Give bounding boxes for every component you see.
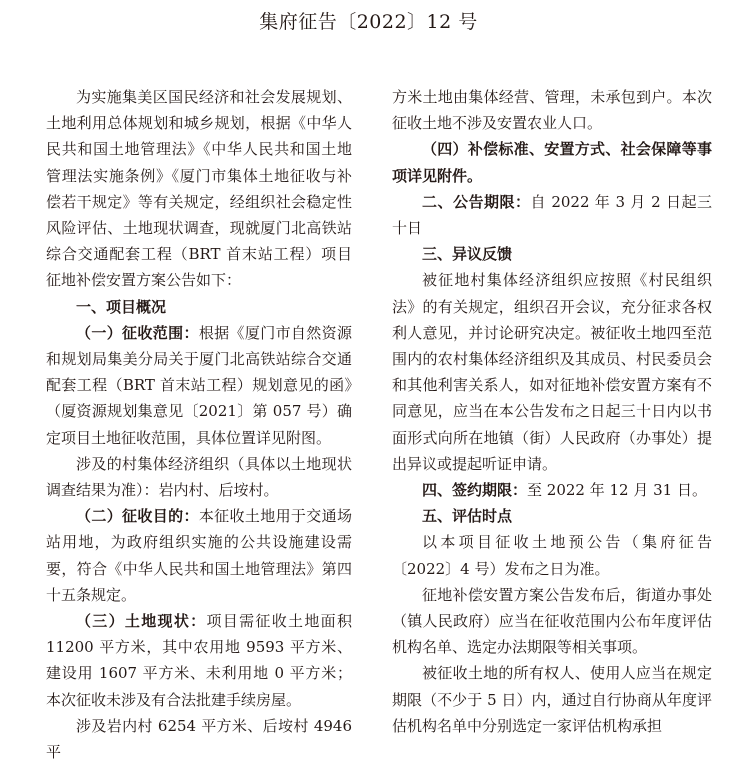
signing-period-paragraph — [392, 477, 712, 503]
scope-paragraph — [46, 320, 352, 451]
section-heading-overview: 一、项目概况 — [76, 297, 167, 316]
agency-paragraph: 征地补偿安置方案公告发布后，街道办事处（镇人民政府）应当在征收范围内公布年度评估机构名单、选定办法期限等相关事项。 — [392, 585, 712, 657]
land-status-paragraph — [46, 608, 352, 713]
notice-period-text: 自 2022 年 3 月 2 日起三十日 — [392, 192, 712, 238]
notice-period-label: 二、公告期限： — [422, 192, 531, 211]
section-heading-valuation: 五、评估时点 — [422, 507, 513, 526]
land-status-label: （三）土地现状： — [76, 612, 207, 631]
signing-period-label: 四、签约期限： — [422, 481, 528, 500]
purpose-label: （二）征收目的： — [76, 507, 199, 526]
purpose-paragraph — [46, 503, 352, 608]
land-area-paragraph: 涉及岩内村 6254 平方米、后垵村 4946 平 — [46, 716, 352, 762]
land-area-continuation: 方米土地由集体经营、管理，未承包到户。本次征收土地不涉及安置农业人口。 — [392, 88, 712, 133]
left-column — [46, 84, 352, 765]
purpose-text: 本征收土地用于交通场站用地，为政府组织实施的公共设施建设需要，符合《中华人民共和国土地管理法》第四十五条规定。 — [46, 507, 352, 604]
right-column — [392, 84, 712, 739]
notice-period-paragraph — [392, 189, 712, 241]
scope-label: （一）征收范围： — [76, 323, 199, 342]
owners-paragraph: 被征收土地的所有权人、使用人应当在规定期限（不少于 5 日）内，通过自行协商从年度评估机构名单中分别选定一家评估机构承担 — [392, 664, 712, 735]
section-heading-objection: 三、异议反馈 — [422, 245, 513, 264]
valuation-time-paragraph: 以本项目征收土地预公告（集府征告〔2022〕4 号）发布之日为准。 — [392, 533, 712, 578]
signing-period-text: 至 2022 年 12 月 31 日。 — [527, 481, 707, 500]
intro-paragraph: 为实施集美区国民经济和社会发展规划、土地利用总体规划和城乡规划，根据《中华人民共和国土地管理法》《中华人民共和国土地管理法实施条例》《厦门市集体土地征收与补偿若干规定》等有关规定，经组织社会稳定性风险评估、土地现状调查，现就厦门北高铁站综合交通配套工程（BRT 首末站工程）项目征地补偿安置方案公告如下： — [46, 88, 352, 290]
villages-paragraph: 涉及的村集体经济组织（具体以土地现状调查结果为准）：岩内村、后垵村。 — [46, 454, 352, 500]
land-status-text: 项目需征收土地面积 11200 平方米，其中农用地 9593 平方米、建设用 1607 平方米、未利用地 0 平方米；本次征收未涉及有合法批建手续房屋。 — [46, 612, 352, 709]
compensation-paragraph: （四）补偿标准、安置方式、社会保障等事项详见附件。 — [392, 140, 712, 185]
objection-paragraph: 被征地村集体经济组织应按照《村民组织法》的有关规定，组织召开会议，充分征求各权利人意见，并讨论研究决定。被征收土地四至范围内的农村集体经济组织及其成员、村民委员会和其他利害关系人，如对征地补偿安置方案有不同意见，应当在本公告发布之日起三十日内以书面形式向所在地镇（街）人民政府（办事处）提出异议或提起听证申请。 — [392, 271, 712, 473]
document-title: 集府征告〔2022〕12 号 — [259, 11, 478, 33]
scope-text: 根据《厦门市自然资源和规划局集美分局关于厦门北高铁站综合交通配套工程（BRT 首末站工程）规划意见的函》（厦资源规划集意见〔2021〕第 057 号）确定项目土地征收范围，具体位置详见附图。 — [46, 323, 352, 447]
